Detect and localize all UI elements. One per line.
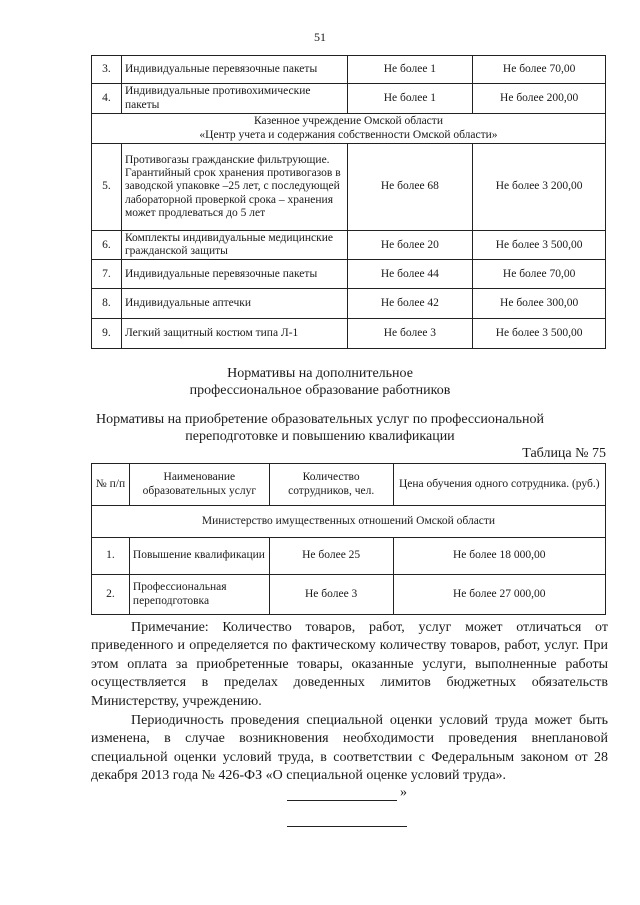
column-header-num: № п/п <box>92 464 130 506</box>
row-number: 1. <box>92 538 130 575</box>
item-quantity: Не более 1 <box>347 56 473 84</box>
item-name: Комплекты индивидуальные медицинские гражданской защиты <box>121 231 347 260</box>
education-services-table <box>91 463 606 615</box>
item-name: Индивидуальные перевязочные пакеты <box>121 260 347 289</box>
training-price: Не более 18 000,00 <box>393 538 605 575</box>
subsection-heading <box>0 412 640 446</box>
heading-line: Нормативы на приобретение образовательных услуг по профессиональной <box>95 412 545 427</box>
item-name: Противогазы гражданские фильтрующие. Гарантийный срок хранения противогазов в заводской упаковке –25 лет, с последующей лабораторной проверкой срока – хранения может продлеваться до 5 лет <box>121 144 347 231</box>
item-quantity: Не более 1 <box>347 84 473 114</box>
row-number: 9. <box>92 319 122 349</box>
table-row <box>92 231 606 260</box>
staff-quantity: Не более 25 <box>269 538 393 575</box>
closing-quote: » <box>400 785 407 800</box>
table-row <box>92 289 606 319</box>
item-name: Индивидуальные перевязочные пакеты <box>121 56 347 84</box>
note-text: Примечание: Количество товаров, работ, услуг может отличаться от приведенного и определяется по фактическому количеству товаров, работ, услуг. При этом оплата за приобретенные товары, оказанные услуги, выполненные работы осуществляется в пределах доведенных лимитов бюджетных обязательств Министерству, учреждению. <box>91 620 608 709</box>
section-heading <box>0 366 640 400</box>
row-number: 6. <box>92 231 122 260</box>
heading-line: профессиональное образование работников <box>189 382 451 398</box>
note-paragraph <box>91 619 608 711</box>
table-row <box>92 56 606 84</box>
table-row <box>92 84 606 114</box>
section-title: Министерство имущественных отношений Омской области <box>92 506 606 538</box>
separator-line <box>287 826 407 827</box>
item-price: Не более 3 200,00 <box>473 144 606 231</box>
section-title <box>92 114 606 144</box>
item-name: Легкий защитный костюм типа Л-1 <box>121 319 347 349</box>
table-row <box>92 144 606 231</box>
signature-line <box>287 800 397 801</box>
row-number: 8. <box>92 289 122 319</box>
row-number: 2. <box>92 575 130 615</box>
table-row <box>92 538 606 575</box>
training-price: Не более 27 000,00 <box>393 575 605 615</box>
table-row <box>92 260 606 289</box>
table-row <box>92 319 606 349</box>
column-header-price: Цена обучения одного сотрудника. (руб.) <box>393 464 605 506</box>
item-name: Индивидуальные аптечки <box>121 289 347 319</box>
item-quantity: Не более 42 <box>347 289 473 319</box>
item-quantity: Не более 68 <box>347 144 473 231</box>
table-row <box>92 575 606 615</box>
paragraph-text: Периодичность проведения специальной оценки условий труда может быть изменена, в случае возникновения необходимости проведения внеплановой специальной оценки условий труда, в соответствии с Федеральным законом от 28 декабря 2013 года № 426-ФЗ «О специальной оценке условий труда». <box>91 713 608 784</box>
item-quantity: Не более 44 <box>347 260 473 289</box>
body-paragraph <box>91 712 608 786</box>
item-quantity: Не более 3 <box>347 319 473 349</box>
section-row <box>92 114 606 144</box>
table-number-label: Таблица № 75 <box>522 446 606 461</box>
item-price: Не более 200,00 <box>473 84 606 114</box>
column-header-name: Наименование образовательных услуг <box>129 464 269 506</box>
staff-quantity: Не более 3 <box>269 575 393 615</box>
row-number: 4. <box>92 84 122 114</box>
heading-line: Нормативы на дополнительное <box>227 366 413 381</box>
service-name: Повышение квалификации <box>129 538 269 575</box>
item-price: Не более 3 500,00 <box>473 319 606 349</box>
equipment-table <box>91 55 606 349</box>
item-quantity: Не более 20 <box>347 231 473 260</box>
service-name: Профессиональная переподготовка <box>129 575 269 615</box>
item-price: Не более 70,00 <box>473 56 606 84</box>
row-number: 3. <box>92 56 122 84</box>
column-header-quantity: Количество сотрудников, чел. <box>269 464 393 506</box>
item-price: Не более 300,00 <box>473 289 606 319</box>
section-row <box>92 506 606 538</box>
item-name: Индивидуальные противохимические пакеты <box>121 84 347 114</box>
row-number: 7. <box>92 260 122 289</box>
item-price: Не более 3 500,00 <box>473 231 606 260</box>
section-title-line: Казенное учреждение Омской области <box>254 115 443 128</box>
heading-line: переподготовке и повышению квалификации <box>185 428 455 444</box>
table-header-row <box>92 464 606 506</box>
section-title-line: «Центр учета и содержания собственности Омской области» <box>199 128 498 141</box>
item-price: Не более 70,00 <box>473 260 606 289</box>
row-number: 5. <box>92 144 122 231</box>
page-number: 51 <box>314 30 326 44</box>
